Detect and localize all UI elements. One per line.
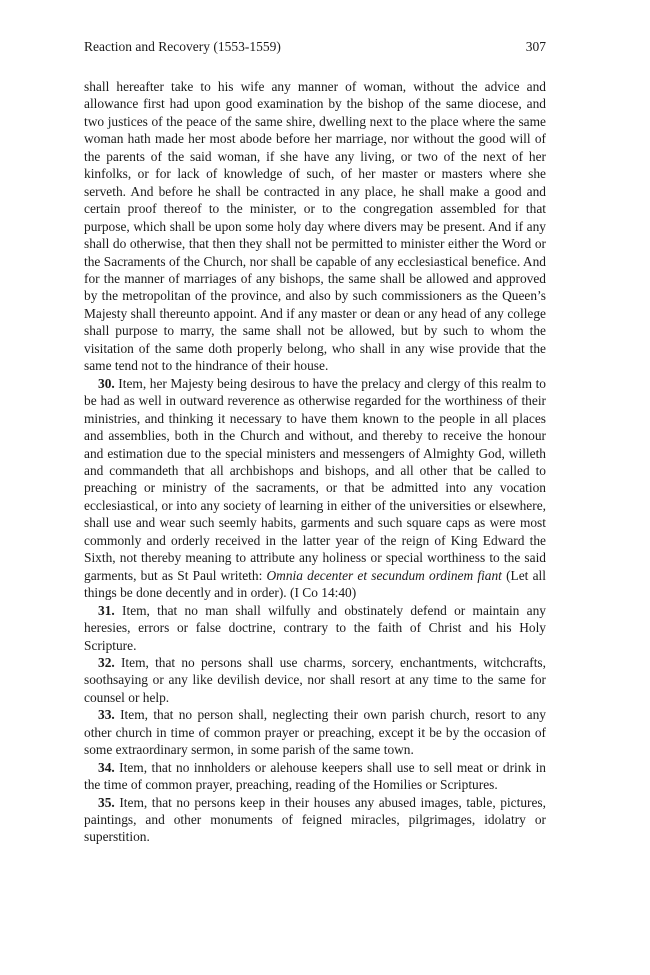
item-33	[84, 706, 546, 758]
item-number: 35.	[98, 794, 115, 810]
item-text-continued: (Let all things be done decently and in order). (I Co 14:40)	[84, 567, 546, 601]
item-text: Item, that no persons keep in their houses any abused images, table, pictures, paintings, and other monuments of feigned miracles, pilgrimages, idolatry or superstition.	[84, 794, 546, 845]
item-text: Item, that no innholders or alehouse keepers shall use to sell meat or drink in the time of common prayer, preaching, reading of the Homilies or Scriptures.	[84, 759, 546, 793]
paragraph-continued	[84, 78, 546, 375]
item-number: 30.	[98, 375, 115, 391]
page-number: 307	[525, 39, 546, 54]
item-number: 34.	[98, 759, 115, 775]
item-text: Item, that no man shall wilfully and obstinately defend or maintain any heresies, errors or false doctrine, contrary to the faith of Christ and his Holy Scripture.	[84, 602, 546, 653]
latin-quotation: Omnia decenter et secundum ordinem fiant	[266, 567, 502, 583]
item-30	[84, 375, 546, 602]
item-number: 32.	[98, 654, 115, 670]
paragraph-text: shall hereafter take to his wife any manner of woman, without the advice and allowance first had upon good examination by the bishop of the same diocese, and two justices of the peace of the same shire, dwelling next to the place where the same woman hath made her most abode before her marriage, nor without the good will of the parents of the said woman, if she have any living, or two of the next of her kinfolks, or for lack of knowledge of such, of her master or masters where she serveth. And before he shall be contracted in any place, he shall make a good and certain proof thereof to the minister, or to the congregation assembled for that purpose, which shall be upon some holy day where divers may be present. And if any shall do otherwise, that then they shall not be permitted to minister either the Word or the Sacraments of the Church, nor shall be capable of any ecclesiastical benefice. And for the manner of marriages of any bishops, the same shall be allowed and approved by the metropolitan of the province, and also by such commissioners as the Queen’s Majesty shall thereunto appoint. And if any master or dean or any head of any college shall purpose to marry, the same shall not be allowed, but by such to whom the visitation of the same doth properly belong, who shall in any wise provide that the same tend not to the hindrance of their house.	[84, 79, 546, 374]
item-35	[84, 794, 546, 846]
running-title: Reaction and Recovery (1553-1559)	[84, 39, 281, 54]
item-31	[84, 602, 546, 654]
item-text: Item, her Majesty being desirous to have the prelacy and clergy of this realm to be had as well in outward reverence as otherwise regarded for the worthiness of their ministries, and thinking it necessary to have them known to the people in all places and assemblies, both in the Church and without, and thereby to receive the honour and estimation due to the special ministers and messengers of Almighty God, willeth and commandeth that all archbishops and bishops, and all other that be called to preaching or ministry of the sacraments, or that be admitted into any vocation ecclesiastical, or into any society of learning in either of the universities or elsewhere, shall use and wear such seemly habits, garments and such square caps as were most commonly and orderly received in the latter year of the reign of King Edward the Sixth, not thereby meaning to attribute any holiness or special worthiness to the said garments, but as St Paul writeth:	[84, 375, 546, 583]
item-32	[84, 654, 546, 706]
item-number: 33.	[98, 707, 115, 723]
item-text: Item, that no persons shall use charms, sorcery, enchantments, witchcrafts, soothsaying or any like devilish device, nor shall resort at any time to the same for counsel or help.	[84, 654, 546, 705]
body-text	[84, 78, 546, 846]
item-number: 31.	[98, 602, 115, 618]
book-page	[84, 38, 546, 846]
running-header	[84, 38, 546, 56]
item-34	[84, 759, 546, 794]
item-text: Item, that no person shall, neglecting their own parish church, resort to any other church in time of common prayer or preaching, except it be by the occasion of some extraordinary sermon, in some parish of the same town.	[84, 707, 546, 758]
